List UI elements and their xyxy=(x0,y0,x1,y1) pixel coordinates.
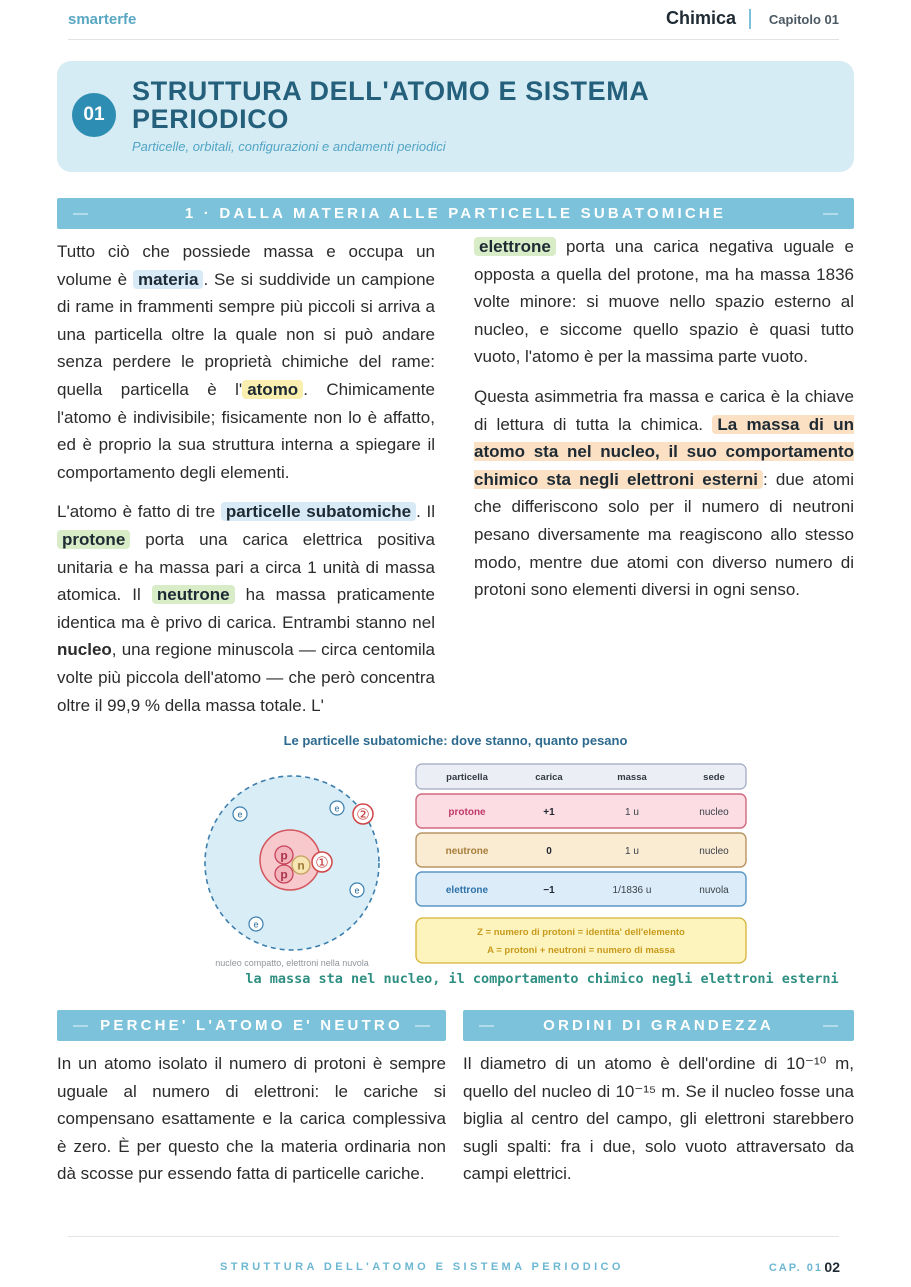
chapter-label: Capitolo 01 xyxy=(768,12,839,27)
marker-1-icon xyxy=(312,852,332,872)
table-header-cell: carica xyxy=(535,772,563,783)
text-run: . Chimicamente l'atomo è indivisibile; fisicamente non lo è affatto, ed è proprio la sua struttura interna a spiegare il comportamento degli elementi. xyxy=(57,379,435,482)
svg-text:n: n xyxy=(297,858,305,873)
text-run: porta una carica elettrica positiva unitaria e ha massa pari a circa 1 unità di massa atomica. Il xyxy=(57,529,435,605)
table-row xyxy=(416,872,746,906)
atom-caption: nucleo compatto, elettroni nella nuvola xyxy=(215,958,369,968)
paragraph xyxy=(57,498,435,719)
particle-charge: 0 xyxy=(546,846,552,857)
particle-location: nucleo xyxy=(699,807,729,818)
page-header xyxy=(68,0,839,40)
note-a: A = protoni + neutroni = numero di massa xyxy=(487,945,675,956)
electron-particle xyxy=(350,883,364,897)
footer-title: STRUTTURA DELL'ATOMO E SISTEMA PERIODICO xyxy=(220,1261,624,1273)
chapter-hero xyxy=(57,61,854,172)
marker-2-icon xyxy=(353,804,373,824)
text-column-left xyxy=(57,238,435,731)
section-heading-2 xyxy=(57,1010,446,1041)
text-run: : due atomi che differiscono solo per il numero di neutroni pesano diversamente ma reagiscono allo stesso modo, mentre due atomi con diverso numero di protoni sono elementi diversi in ogni senso. xyxy=(474,469,854,600)
section-heading-3 xyxy=(463,1010,854,1041)
text-run: Questa asimmetria fra massa e carica è la chiave di lettura di tutta la chimica. xyxy=(474,386,854,434)
section-title: ORDINI DI GRANDEZZA xyxy=(543,1017,774,1034)
heading-dash-right: — xyxy=(823,205,838,222)
particles-table xyxy=(416,764,746,963)
particle-mass: 1 u xyxy=(625,807,639,818)
particle-charge: −1 xyxy=(543,885,555,896)
key-statement: La massa di un atomo sta nel nucleo, il suo comportamento chimico sta negli elettroni esterni xyxy=(474,414,854,489)
header-divider xyxy=(749,9,751,29)
table-header-cell: massa xyxy=(617,772,647,783)
note-z: Z = numero di protoni = identita' dell'elemento xyxy=(477,927,685,938)
table-header-cell: particella xyxy=(446,772,488,783)
footer-chapter: CAP. 01 xyxy=(768,1262,823,1274)
term-elettrone: elettrone xyxy=(474,237,556,256)
footer-divider xyxy=(68,1236,839,1237)
svg-text:e: e xyxy=(237,809,243,820)
particle-name: protone xyxy=(448,807,486,818)
particle-mass: 1/1836 u xyxy=(612,885,652,896)
paragraph: Il diametro di un atomo è dell'ordine di 10⁻¹⁰ m, quello del nucleo di 10⁻¹⁵ m. Se il nucleo fosse una biglia al centro del campo, gli elettroni starebbero sugli spalti: fra i due, solo vuoto attraversato da campi elettrici. xyxy=(463,1054,854,1184)
svg-text:p: p xyxy=(280,848,288,863)
proton-particle xyxy=(275,846,293,864)
term-nucleo: nucleo xyxy=(57,640,112,660)
paragraph xyxy=(57,238,435,486)
term-neutrone: neutrone xyxy=(152,585,235,604)
table-row xyxy=(416,833,746,867)
term-materia: materia xyxy=(133,270,203,289)
text-run: porta una carica negativa uguale e opposta a quella del protone, ma ha massa 1836 volte minore: si muove nello spazio esterno al nucleo, e siccome quello spazio è quasi tutto vuoto, l'atomo è per la massima parte vuoto. xyxy=(474,237,854,367)
text-run: Tutto ciò che possiede massa e occupa un volume è xyxy=(57,242,435,289)
brand-name: smarterfe xyxy=(68,11,137,28)
chapter-number-badge: 01 xyxy=(72,93,116,137)
svg-text:②: ② xyxy=(356,805,370,824)
text-run: . Il xyxy=(416,502,436,522)
text-run: , una regione minuscola — circa centomila volte più piccola dell'atomo — che però concentra oltre il 99,9 % della massa totale. L' xyxy=(57,640,435,715)
particle-mass: 1 u xyxy=(625,846,639,857)
particle-name: elettrone xyxy=(445,885,489,896)
section-title: PERCHE' L'ATOMO E' NEUTRO xyxy=(100,1017,403,1034)
section-2-text xyxy=(57,1050,446,1200)
section-title: 1 · DALLA MATERIA ALLE PARTICELLE SUBATOMICHE xyxy=(184,205,727,222)
figure-caption: la massa sta nel nucleo, il comportamento chimico negli elettroni esterni xyxy=(245,971,839,987)
figure-title: Le particelle subatomiche: dove stanno, quanto pesano xyxy=(283,733,628,748)
svg-text:e: e xyxy=(253,919,259,930)
text-column-right xyxy=(474,233,854,616)
svg-text:e: e xyxy=(334,803,340,814)
text-run: . Se si suddivide un campione di rame in frammenti sempre più piccoli si arriva a una particella oltre la quale non si può andare senza perdere le proprietà chimiche del rame: quella particella è l' xyxy=(57,269,436,399)
text-run: ha massa praticamente identica ma è privo di carica. Entrambi stanno nel xyxy=(57,585,435,632)
section-3-text xyxy=(463,1050,854,1200)
paragraph xyxy=(474,383,854,604)
term-protone: protone xyxy=(57,530,130,549)
particle-location: nuvola xyxy=(699,885,729,896)
svg-text:p: p xyxy=(280,867,288,882)
particle-location: nucleo xyxy=(699,846,729,857)
subatomic-particles-figure xyxy=(195,755,755,970)
formula-box xyxy=(416,918,746,963)
particle-charge: +1 xyxy=(543,807,555,818)
heading-dash-right: — xyxy=(823,1017,838,1034)
electron-particle xyxy=(249,917,263,931)
neutron-particle xyxy=(292,856,310,874)
paragraph xyxy=(474,233,854,371)
heading-dash-left: — xyxy=(73,1017,88,1034)
electron-particle xyxy=(233,807,247,821)
paragraph: In un atomo isolato il numero di protoni è sempre uguale al numero di elettroni: le cariche si compensano esattamente e la carica complessiva è zero. È per questo che la materia ordinaria non dà scosse pur essendo fatta di particelle cariche. xyxy=(57,1054,446,1184)
electron-particle xyxy=(330,801,344,815)
proton-particle xyxy=(275,865,293,883)
svg-text:e: e xyxy=(354,885,360,896)
svg-text:①: ① xyxy=(315,853,329,872)
term-atomo: atomo xyxy=(242,380,303,399)
heading-dash-left: — xyxy=(479,1017,494,1034)
subject-title: Chimica xyxy=(665,8,736,28)
particle-name: neutrone xyxy=(445,846,489,857)
heading-dash-left: — xyxy=(73,205,88,222)
chapter-title: STRUTTURA DELL'ATOMO E SISTEMA PERIODICO xyxy=(132,76,649,134)
table-row xyxy=(416,794,746,828)
section-heading-1 xyxy=(57,198,854,229)
page-number: 02 xyxy=(824,1259,840,1275)
term-particelle-subatomiche: particelle subatomiche xyxy=(221,502,416,521)
table-header-cell: sede xyxy=(703,772,725,783)
heading-dash-right: — xyxy=(415,1017,430,1034)
text-run: L'atomo è fatto di tre xyxy=(57,502,221,522)
chapter-subtitle: Particelle, orbitali, configurazioni e andamenti periodici xyxy=(132,139,446,154)
